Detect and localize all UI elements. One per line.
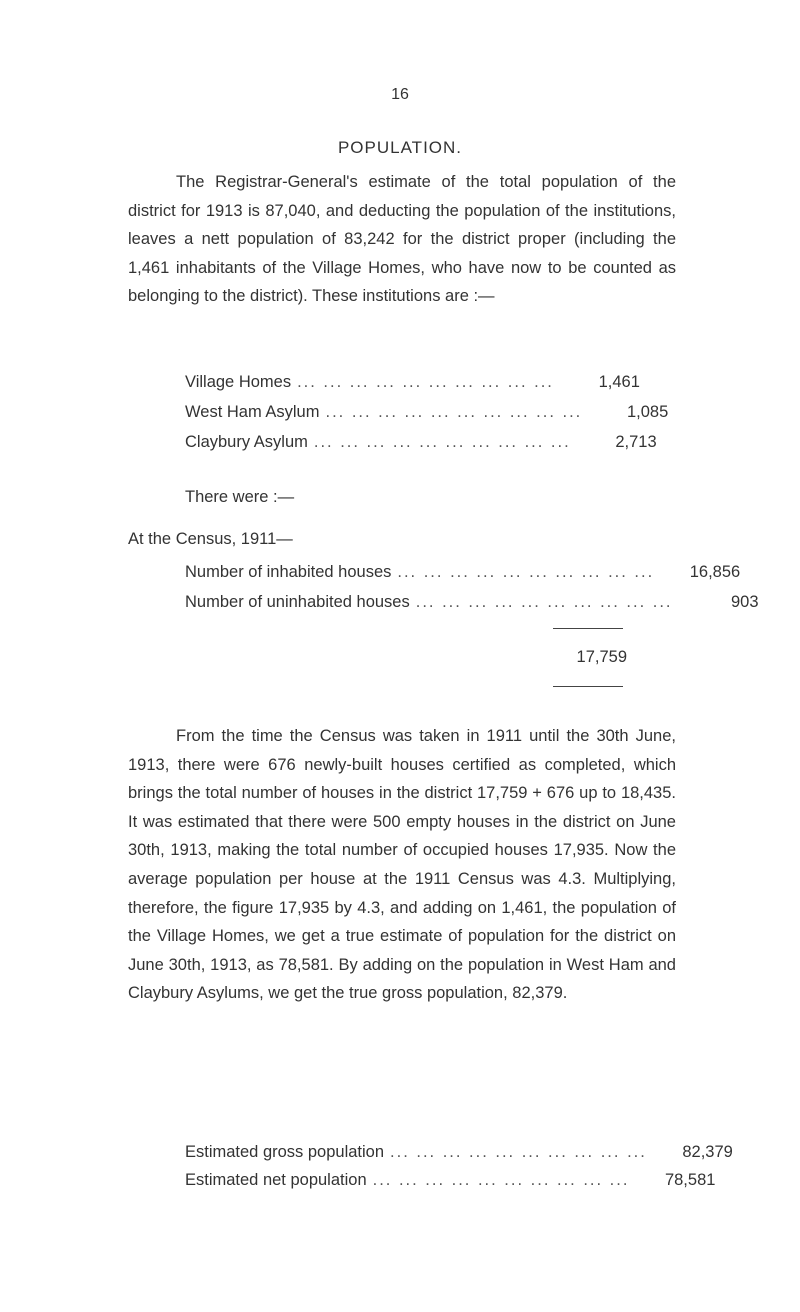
census-value: 16,856 <box>689 563 741 581</box>
census-label: Number of inhabited houses <box>185 563 392 581</box>
page-number: 16 <box>391 86 409 103</box>
leader-dots: ... ... ... ... ... ... ... ... ... ... <box>325 403 583 421</box>
census-value: 903 <box>731 593 759 611</box>
leader-dots: ... ... ... ... ... ... ... ... ... ... <box>372 1171 630 1189</box>
census-total: 17,759 <box>576 648 627 666</box>
institution-value: 2,713 <box>615 433 657 451</box>
estimate-row-net <box>185 1166 716 1194</box>
total-rule-bottom <box>553 686 623 687</box>
leader-dots: ... ... ... ... ... ... ... ... ... ... <box>390 1143 647 1161</box>
leader-dots: ... ... ... ... ... ... ... ... ... ... <box>397 563 655 581</box>
institution-row-village-homes <box>185 368 640 396</box>
census-label: Number of uninhabited houses <box>185 593 410 611</box>
estimate-row-gross <box>185 1138 733 1166</box>
estimate-label: Estimated gross population <box>185 1143 385 1161</box>
leader-dots: ... ... ... ... ... ... ... ... ... ... <box>297 373 554 391</box>
census-heading: At the Census, 1911— <box>128 530 293 548</box>
there-were-label: There were :— <box>185 488 295 506</box>
census-row-uninhabited <box>185 588 759 616</box>
body-paragraph: From the time the Census was taken in 1911 until the 30th June, 1913, there were 676 newly-built houses certified as completed, which brings the total number of houses in the district 17,759 + 676 up to 18,435. It was estimated that there were 500 empty houses in the district on June 30th, 1913, making the total number of occupied houses 17,935. Now the average population per house at the 1911 Census was 4.3. Multiplying, therefore, the figure 17,935 by 4.3, and adding on 1,461, the population of the Village Homes, we get a true estimate of population for the district on June 30th, 1913, as 78,581. By adding on the population in West Ham and Claybury Asylums, we get the true gross population, 82,379. <box>128 727 676 1003</box>
institution-row-claybury-asylum <box>185 428 657 456</box>
leader-dots: ... ... ... ... ... ... ... ... ... ... <box>415 593 673 611</box>
estimate-value: 78,581 <box>664 1171 716 1189</box>
estimate-value: 82,379 <box>682 1143 733 1161</box>
institution-label: Village Homes <box>185 373 292 391</box>
institution-row-west-ham-asylum <box>185 398 669 426</box>
institution-value: 1,461 <box>598 373 640 391</box>
intro-paragraph: The Registrar-General's estimate of the total population of the district for 1913 is 87,040, and deducting the population of the institutions, leaves a nett population of 83,242 for the district proper (including the 1,461 inhabitants of the Village Homes, who have now to be counted as belonging to the district). These institutions are :— <box>128 173 676 306</box>
institution-label: Claybury Asylum <box>185 433 308 451</box>
institution-label: West Ham Asylum <box>185 403 320 421</box>
leader-dots: ... ... ... ... ... ... ... ... ... ... <box>313 433 571 451</box>
institution-value: 1,085 <box>626 403 669 421</box>
total-rule-top <box>553 628 623 629</box>
estimate-label: Estimated net population <box>185 1171 367 1189</box>
section-heading: POPULATION. <box>337 138 463 157</box>
census-row-inhabited <box>185 558 741 586</box>
